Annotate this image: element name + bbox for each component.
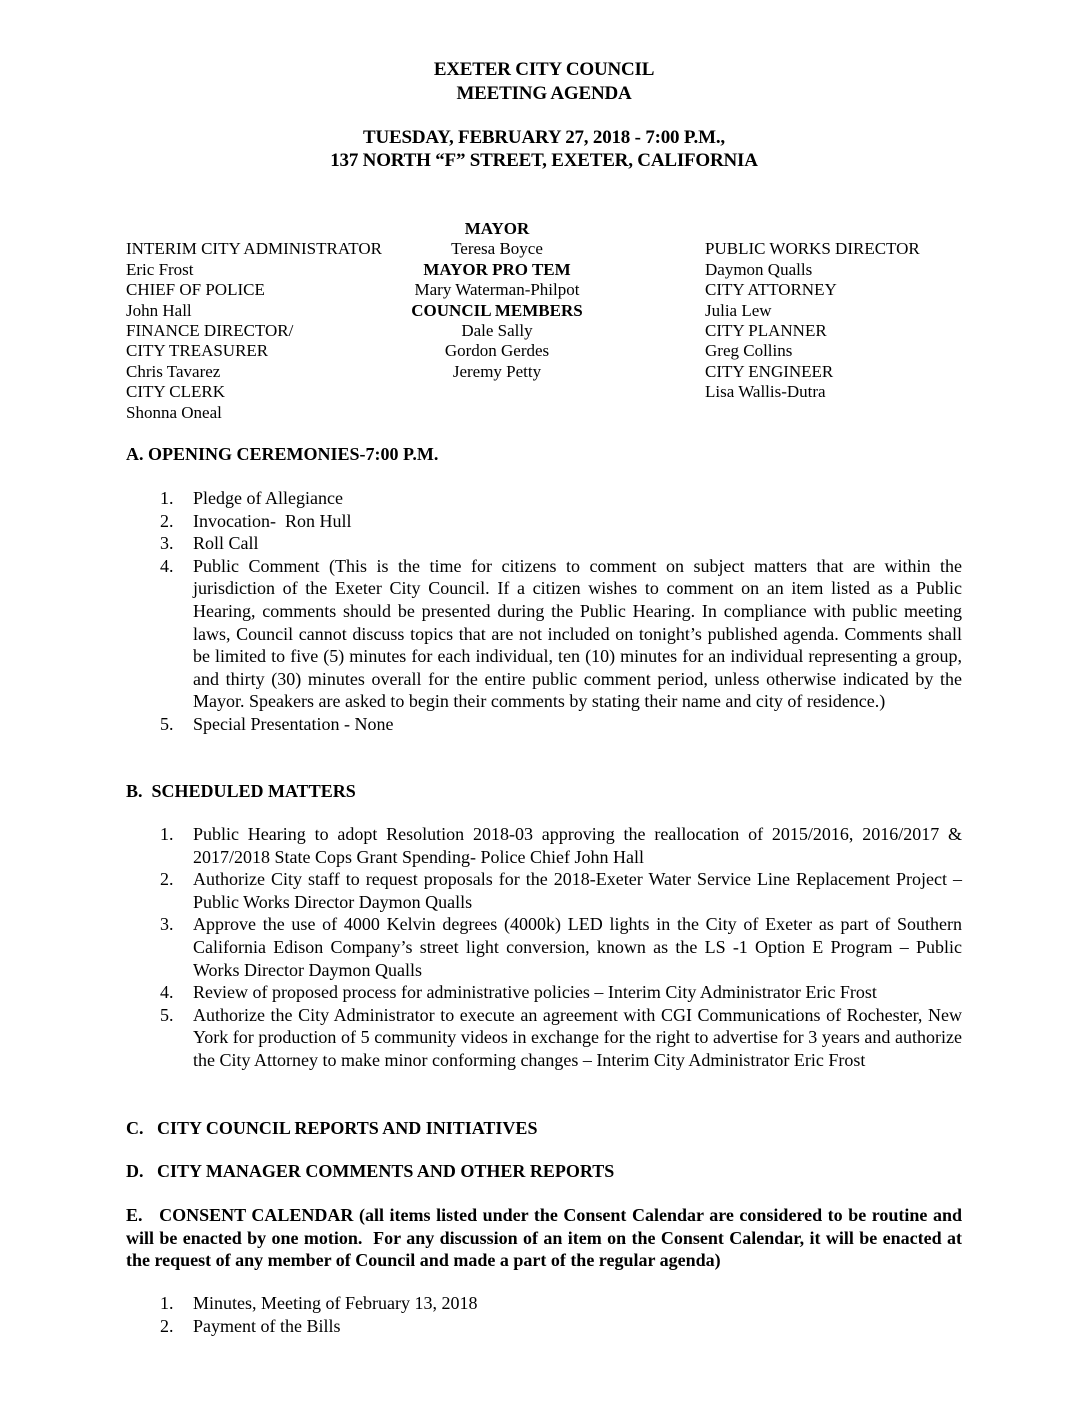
list-item [126,713,962,736]
list-item [126,1292,962,1315]
list-item [126,510,962,533]
staff-name: Shonna Oneal [126,402,222,422]
council-name: Jeremy Petty [452,361,542,381]
item-number: 2. [160,510,174,531]
staff-name: Daymon Qualls [705,259,813,279]
list-item [126,487,962,510]
list-item [126,555,962,713]
list-item [126,868,962,913]
council-title: COUNCIL MEMBERS [411,300,583,320]
item-text: Authorize City staff to request proposals for the 2018-Exeter Water Service Line Replacement Project – Public Works Director Daymon Qualls [193,869,962,912]
list-item [126,1004,962,1072]
council-name: Gordon Gerdes [444,341,550,361]
staff-title: CITY ENGINEER [705,361,834,381]
section-heading-council-reports: C. CITY COUNCIL REPORTS AND INITIATIVES [126,1118,538,1138]
meeting-date: TUESDAY, FEBRUARY 27, 2018 - 7:00 P.M., [363,127,725,148]
item-text: Review of proposed process for administrative policies – Interim City Administrator Eric Frost [193,982,877,1003]
list-item [126,913,962,981]
item-number: 4. [160,982,174,1003]
staff-name: Lisa Wallis-Dutra [705,382,826,402]
item-number: 1. [160,1293,174,1313]
staff-column-right [705,239,920,402]
item-text: Minutes, Meeting of February 13, 2018 [193,1293,478,1313]
meeting-address: 137 NORTH “F” STREET, EXETER, CALIFORNIA [330,150,758,171]
staff-title: CHIEF OF POLICE [126,280,265,300]
document-title: EXETER CITY COUNCIL [433,59,655,80]
item-text: Public Comment (This is the time for citizens to comment on subject matters that are within the jurisdiction of the Exeter City Council. If a citizen wishes to comment on an item listed as a Public Hearing, comments should be presented during the Public Hearing. In compliance with public meeting laws, Council cannot discuss topics that are not included on tonight’s published agenda. Comments shall be limited to five (5) minutes for each individual, ten (10) minutes for an individual representing a group, and thirty (30) minutes overall for the entire public comment period, unless otherwise indicated by the Mayor. Speakers are asked to begin their comments by stating their name and city of residence.) [193,555,962,712]
staff-title: INTERIM CITY ADMINISTRATOR [126,239,382,259]
item-number: 1. [160,488,174,508]
list-item [126,981,962,1004]
staff-title: CITY ATTORNEY [705,280,837,300]
item-text: Roll Call [193,533,259,554]
section-heading-scheduled-matters: B. SCHEDULED MATTERS [126,781,356,801]
staff-name: Julia Lew [705,300,772,320]
council-title: MAYOR [464,219,530,238]
staff-name: Greg Collins [705,341,793,361]
council-name: Dale Sally [461,321,533,341]
item-number: 5. [160,1004,174,1025]
staff-title: FINANCE DIRECTOR/ [126,321,294,341]
staff-title: CITY CLERK [126,382,226,402]
staff-title: CITY PLANNER [705,321,827,341]
staff-name: John Hall [126,300,192,320]
item-text: Public Hearing to adopt Resolution 2018-03 approving the reallocation of 2015/2016, 2016/2017 & 2017/2018 State Cops Grant Spending- Police Chief John Hall [193,824,962,867]
item-number: 3. [160,533,174,554]
section-heading-opening-ceremonies: A. OPENING CEREMONIES-7:00 P.M. [126,444,439,464]
scheduled-matters-list [126,823,962,1072]
staff-title: PUBLIC WORKS DIRECTOR [705,239,920,259]
item-number: 2. [160,869,174,890]
item-text: Approve the use of 4000 Kelvin degrees (4000k) LED lights in the City of Exeter as part of Southern California Edison Company’s street light conversion, known as the LS -1 Option E Program – Public Works Director Daymon Qualls [193,914,962,980]
staff-title: CITY TREASURER [126,341,269,361]
staff-column-council [380,219,614,382]
item-number: 4. [160,555,174,576]
list-item [126,532,962,555]
list-item [126,823,962,868]
item-number: 5. [160,713,174,734]
item-number: 3. [160,914,174,935]
item-number: 2. [160,1315,174,1336]
opening-ceremonies-list [126,487,962,736]
staff-name: Eric Frost [126,259,194,279]
council-name: Mary Waterman-Philpot [414,280,580,300]
item-text: Authorize the City Administrator to execute an agreement with CGI Communications of Rochester, New York for production of 5 community videos in exchange for the right to advertise for 3 years and authorize the City Attorney to make minor conforming changes – Interim City Administrator Eric Frost [193,1004,962,1070]
item-text: Invocation- Ron Hull [193,510,352,531]
item-number: 1. [160,824,174,844]
section-heading-manager-comments: D. CITY MANAGER COMMENTS AND OTHER REPORTS [126,1161,615,1181]
document-subtitle: MEETING AGENDA [456,83,632,104]
staff-name: Chris Tavarez [126,361,221,381]
item-text: Payment of the Bills [193,1315,341,1336]
council-title: MAYOR PRO TEM [423,259,571,279]
council-name: Teresa Boyce [451,239,543,259]
list-item [126,1315,962,1338]
item-text: Pledge of Allegiance [193,488,343,508]
section-heading-consent-calendar: E. CONSENT CALENDAR (all items listed under the Consent Calendar are considered to be routine and will be enacted by one motion. For any discussion of an item on the Consent Calendar, it will be enacted at the request of any member of Council and made a part of the regular agenda) [126,1205,967,1270]
item-text: Special Presentation - None [193,713,394,734]
staff-column-left [126,239,382,423]
consent-calendar-list [126,1292,962,1337]
